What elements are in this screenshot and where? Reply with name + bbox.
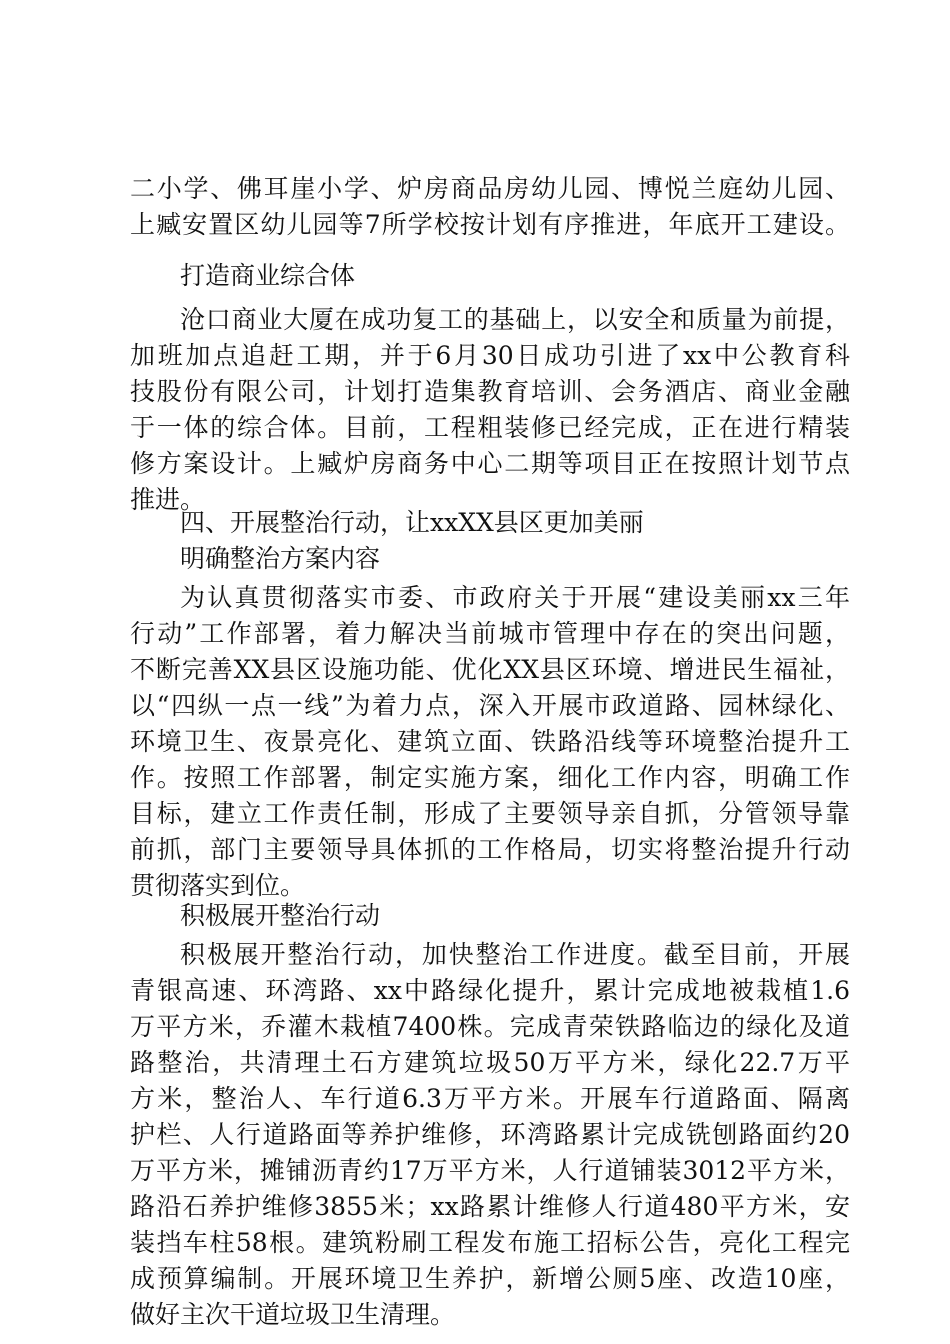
text-line: 加班加点追赶工期，并于6月30日成功引进了xx中公教育科 [130, 341, 850, 370]
text-line: 环境卫生、夜景亮化、建筑立面、铁路沿线等环境整治提升工 [130, 727, 850, 756]
text-line: 作。按照工作部署，制定实施方案，细化工作内容，明确工作 [130, 763, 850, 792]
section-heading: 明确整治方案内容 [180, 544, 381, 573]
text-line: 修方案设计。上臧炉房商务中心二期等项目正在按照计划节点 [130, 449, 850, 478]
text-line: 不断完善XX县区设施功能、优化XX县区环境、增进民生福祉， [130, 655, 850, 684]
text-line: 行动”工作部署，着力解决当前城市管理中存在的突出问题， [130, 619, 850, 648]
text-line: 以“四纵一点一线”为着力点，深入开展市政道路、园林绿化、 [130, 691, 850, 720]
text-line: 路整治，共清理土石方建筑垃圾50万平方米，绿化22.7万平 [130, 1048, 850, 1077]
text-line: 万平方米，摊铺沥青约17万平方米，人行道铺装3012平方米， [130, 1156, 850, 1185]
text-line: 做好主次干道垃圾卫生清理。 [130, 1300, 456, 1329]
text-line: 万平方米，乔灌木栽植7400株。完成青荣铁路临边的绿化及道 [130, 1012, 850, 1041]
text-line: 路沿石养护维修3855米；xx路累计维修人行道480平方米，安 [130, 1192, 850, 1221]
text-line: 积极展开整治行动，加快整治工作进度。截至目前，开展 [180, 940, 850, 969]
text-line: 成预算编制。开展环境卫生养护，新增公厕5座、改造10座， [130, 1264, 850, 1293]
text-line: 上臧安置区幼儿园等7所学校按计划有序推进，年底开工建设。 [130, 210, 850, 239]
text-line: 推进。 [130, 485, 206, 514]
text-line: 前抓，部门主要领导具体抓的工作格局，切实将整治提升行动 [130, 835, 850, 864]
text-line: 护栏、人行道路面等养护维修，环湾路累计完成铣刨路面约20 [130, 1120, 850, 1149]
section-heading: 打造商业综合体 [180, 261, 356, 290]
text-line: 目标，建立工作责任制，形成了主要领导亲自抓，分管领导靠 [130, 799, 850, 828]
section-heading: 四、开展整治行动，让xxXX县区更加美丽 [180, 508, 644, 537]
section-heading: 积极展开整治行动 [180, 901, 381, 930]
text-line: 方米，整治人、车行道6.3万平方米。开展车行道路面、隔离 [130, 1084, 850, 1113]
text-line: 二小学、佛耳崖小学、炉房商品房幼儿园、博悦兰庭幼儿园、 [130, 174, 850, 203]
text-line: 沧口商业大厦在成功复工的基础上，以安全和质量为前提， [180, 305, 850, 334]
text-line: 青银高速、环湾路、xx中路绿化提升，累计完成地被栽植1.6 [130, 976, 850, 1005]
text-line: 贯彻落实到位。 [130, 871, 306, 900]
text-line: 技股份有限公司，计划打造集教育培训、会务酒店、商业金融 [130, 377, 850, 406]
text-line: 装挡车柱58根。建筑粉刷工程发布施工招标公告，亮化工程完 [130, 1228, 850, 1257]
text-line: 于一体的综合体。目前，工程粗装修已经完成，正在进行精装 [130, 413, 850, 442]
text-line: 为认真贯彻落实市委、市政府关于开展“建设美丽xx三年 [180, 583, 850, 612]
